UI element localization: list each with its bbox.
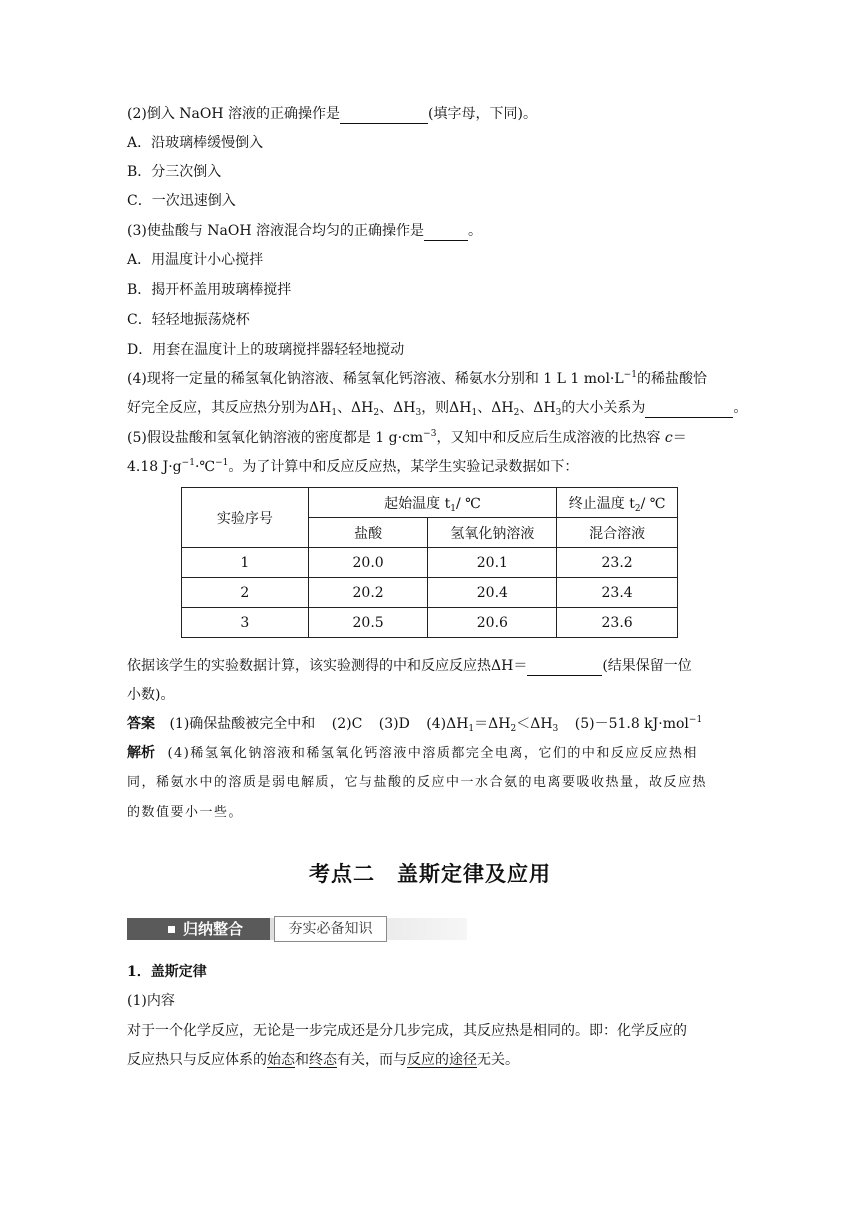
header-end-temp — [557, 488, 678, 518]
q3-stem — [127, 221, 733, 241]
table-cell: 20.4 — [428, 578, 557, 608]
answer-sub: 3 — [552, 724, 559, 734]
end-temp-sub: 2 — [634, 503, 641, 514]
q4-dh2: 、ΔH — [337, 400, 374, 416]
table-cell: 20.0 — [308, 548, 428, 578]
banner-light-tab: 夯实必备知识 — [274, 916, 387, 942]
start-temp-label: 起始温度 t — [384, 495, 451, 512]
q5-equals: ＝ — [672, 430, 687, 446]
end-temp-label: 终止温度 t — [568, 495, 635, 512]
analysis-text-1: (4)稀氢氧化钠溶液和稀氢氧化钙溶液中溶质都完全电离，它们的中和反应反应热相 — [167, 746, 698, 761]
q4-dh2-b: 、ΔH — [477, 400, 514, 416]
banner-dark-tab — [127, 918, 270, 940]
q2-stem — [127, 104, 733, 124]
q5-question-text: 依据该学生的实验数据计算，该实验测得的中和反应反应热ΔH＝ — [127, 658, 528, 674]
q2-stem-text: (2)倒入 NaOH 溶液的正确操作是 — [127, 106, 341, 122]
q3-option-b: B．揭开杯盖用玻璃棒搅拌 — [127, 282, 292, 298]
q4-text-b: 的稀盐酸恰 — [636, 371, 707, 387]
q4-superscript: −1 — [623, 370, 637, 380]
q5-text-e: 。为了计算中和反应反应热，某学生实验记录数据如下： — [228, 459, 579, 475]
table-cell: 20.1 — [428, 548, 557, 578]
hess-paragraph-2 — [127, 1050, 733, 1070]
q5-text-b: ，又知中和反应后生成溶液的比热容 — [436, 430, 665, 446]
hess-text-e: 有关，而与 — [337, 1052, 407, 1068]
section-banner — [127, 916, 467, 942]
analysis-label: 解析 — [127, 745, 155, 761]
q5-line-2 — [127, 457, 733, 477]
experiment-data-table — [181, 487, 678, 638]
hess-paragraph-1: 对于一个化学反应，无论是一步完成还是分几步完成，其反应热是相同的。即：化学反应的 — [127, 1023, 687, 1039]
q4-line-2 — [127, 398, 748, 418]
q4-dh3: 、ΔH — [379, 400, 416, 416]
q4-end: 。 — [733, 400, 748, 416]
answer-part-1: (1)确保盐酸被完全中和 — [169, 716, 316, 732]
table-row — [182, 608, 678, 638]
q2-option-a: A．沿玻璃棒缓慢倒入 — [127, 135, 264, 151]
hess-path: 反应的途径 — [407, 1052, 477, 1068]
hess-text-and: 和 — [295, 1052, 309, 1068]
hess-subheading: (1)内容 — [127, 993, 175, 1009]
table-cell: 23.2 — [557, 548, 678, 578]
q2-option-c: C．一次迅速倒入 — [127, 193, 236, 209]
end-temp-unit: / ℃ — [640, 495, 666, 512]
q4-sub: 2 — [373, 408, 380, 418]
q5-line-1 — [127, 428, 733, 448]
table-cell: 1 — [182, 548, 309, 578]
table-header-row — [182, 488, 678, 518]
q2-answer-blank — [340, 108, 428, 124]
start-temp-sub: 1 — [450, 503, 456, 514]
hess-text-a: 反应热只与反应体系的 — [127, 1052, 267, 1068]
header-experiment-index: 实验序号 — [182, 488, 309, 548]
subheader-hcl: 盐酸 — [308, 518, 428, 548]
q2-stem-suffix: (填字母，下同)。 — [428, 106, 537, 122]
answer-part-5 — [575, 716, 702, 732]
q5-text-a: (5)假设盐酸和氢氧化钠溶液的密度都是 1 g·cm — [127, 430, 424, 446]
q5-question-end: 小数)。 — [127, 687, 175, 703]
table-cell: 20.2 — [308, 578, 428, 608]
analysis-line-3: 的数值要小一些。 — [127, 805, 244, 820]
hess-text-g: 无关。 — [477, 1052, 519, 1068]
q4-sub: 1 — [331, 408, 338, 418]
q5-question-suffix: (结果保留一位 — [602, 658, 692, 674]
q4-sub: 3 — [555, 408, 562, 418]
q5-superscript: −3 — [423, 429, 437, 439]
subheader-mixed: 混合溶液 — [557, 518, 678, 548]
q4-answer-blank — [645, 402, 733, 418]
answer-label: 答案 — [127, 716, 155, 732]
q5-question — [127, 656, 733, 676]
answer-part-2: (2)C — [331, 716, 363, 732]
table-cell: 20.5 — [308, 608, 428, 638]
answer-p5: (5)－51.8 kJ·mol — [574, 716, 689, 732]
table-cell: 23.4 — [557, 578, 678, 608]
q3-option-d: D．用套在温度计上的玻璃搅拌器轻轻地搅动 — [127, 342, 405, 358]
q3-answer-blank — [424, 225, 468, 241]
q4-line-1 — [127, 369, 733, 389]
q4-dh3-b: 、ΔH — [519, 400, 556, 416]
q3-stem-suffix: 。 — [468, 223, 483, 239]
hess-initial-state: 始态 — [267, 1052, 295, 1068]
q3-option-a: A．用温度计小心搅拌 — [127, 252, 264, 268]
table-cell: 2 — [182, 578, 309, 608]
q4-text-a: (4)现将一定量的稀氢氧化钠溶液、稀氢氧化钙溶液、稀氨水分别和 1 L 1 mol·L — [127, 371, 624, 387]
table-cell: 23.6 — [557, 608, 678, 638]
answer-superscript: −1 — [688, 715, 703, 725]
answer-p4-a: (4)ΔH — [426, 716, 469, 732]
answer-sub: 2 — [510, 724, 517, 734]
section-title: 考点二 盖斯定律及应用 — [309, 861, 551, 886]
table-row — [182, 578, 678, 608]
answer-sub: 1 — [468, 724, 475, 734]
answer-p4-c: ＜ΔH — [516, 716, 553, 732]
analysis-line-2: 同，稀氨水中的溶质是弱电解质，它与盐酸的反应中一水合氨的电离要吸收热量，故反应热 — [127, 775, 708, 790]
q5-superscript: −1 — [215, 458, 229, 468]
analysis-line-1 — [127, 743, 733, 764]
header-start-temp — [308, 488, 557, 518]
q5-symbol-c: c — [664, 430, 673, 446]
q5-superscript: −1 — [181, 458, 195, 468]
answer-line — [127, 714, 733, 734]
square-bullet-icon — [168, 926, 175, 933]
q5-text-d: ·℃ — [194, 459, 216, 475]
q4-sub: 3 — [415, 408, 422, 418]
banner-dark-label: 归纳整合 — [183, 920, 244, 938]
answer-part-3: (3)D — [378, 716, 410, 732]
q4-sub: 1 — [471, 408, 478, 418]
answer-p4-b: ＝ΔH — [474, 716, 511, 732]
hess-heading: 1．盖斯定律 — [127, 964, 207, 980]
q5-text-c: 4.18 J·g — [127, 459, 182, 475]
q4-relation-text: 的大小关系为 — [561, 400, 646, 416]
table-cell: 20.6 — [428, 608, 557, 638]
hess-final-state: 终态 — [309, 1052, 337, 1068]
q4-dh1: 好完全反应，其反应热分别为ΔH — [127, 400, 332, 416]
q4-dh1-b: ，则ΔH — [421, 400, 472, 416]
answer-part-4 — [426, 716, 558, 732]
q2-option-b: B．分三次倒入 — [127, 164, 222, 180]
q3-option-c: C．轻轻地振荡烧杯 — [127, 312, 250, 328]
subheader-naoh: 氢氧化钠溶液 — [428, 518, 557, 548]
table-row — [182, 548, 678, 578]
q3-stem-text: (3)使盐酸与 NaOH 溶液混合均匀的正确操作是 — [127, 223, 425, 239]
table-cell: 3 — [182, 608, 309, 638]
start-temp-unit: / ℃ — [455, 495, 481, 512]
q5-answer-blank — [527, 660, 602, 676]
q4-sub: 2 — [513, 408, 520, 418]
